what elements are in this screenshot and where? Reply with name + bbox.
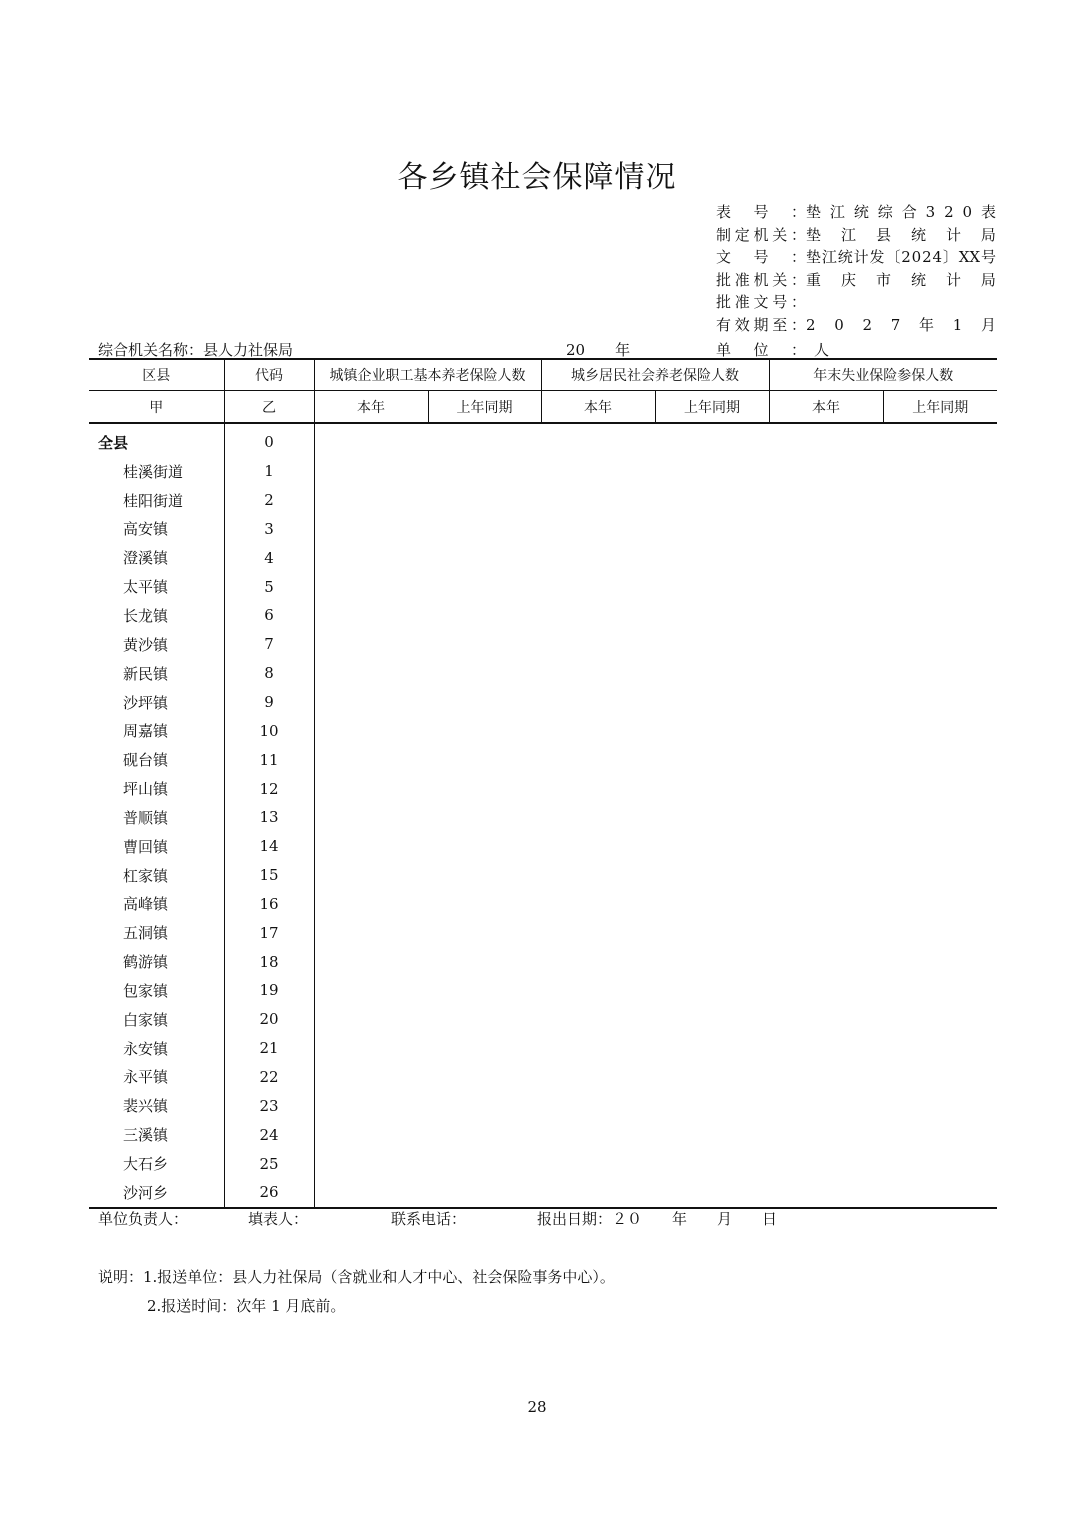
subheader-district: 甲: [89, 391, 224, 424]
data-cell[interactable]: [769, 745, 883, 774]
data-cell[interactable]: [769, 601, 883, 630]
data-cell[interactable]: [883, 832, 997, 861]
data-cell[interactable]: [541, 1005, 655, 1034]
data-cell[interactable]: [314, 976, 428, 1005]
district-name: 全县: [98, 433, 129, 452]
district-code: 22: [224, 1063, 314, 1092]
data-cell[interactable]: [314, 457, 428, 486]
meta-row: [716, 314, 996, 337]
data-cell[interactable]: [541, 716, 655, 745]
data-cell[interactable]: [314, 1178, 428, 1208]
data-cell[interactable]: [655, 423, 769, 457]
data-cell[interactable]: [314, 745, 428, 774]
data-cell[interactable]: [655, 890, 769, 919]
header-urban-pension: 城镇企业职工基本养老保险人数: [314, 359, 541, 391]
data-cell[interactable]: [541, 832, 655, 861]
data-cell[interactable]: [314, 832, 428, 861]
data-cell[interactable]: [655, 1178, 769, 1208]
district-code: 9: [224, 688, 314, 717]
header-resident-pension: 城乡居民社会养老保险人数: [541, 359, 769, 391]
data-cell[interactable]: [883, 1120, 997, 1149]
data-cell[interactable]: [541, 976, 655, 1005]
meta-key: 有 效 期 至 ：: [716, 315, 806, 334]
data-cell[interactable]: [541, 457, 655, 486]
data-cell[interactable]: [883, 1063, 997, 1092]
district-code: 19: [224, 976, 314, 1005]
data-cell[interactable]: [428, 515, 541, 544]
district-name: 砚台镇: [123, 751, 169, 770]
data-cell[interactable]: [655, 1091, 769, 1120]
data-cell[interactable]: [769, 890, 883, 919]
table-row: [89, 1063, 997, 1092]
data-cell[interactable]: [883, 1178, 997, 1208]
subheader-current-year: 本年: [541, 391, 655, 424]
district-code: 2: [224, 486, 314, 515]
data-cell[interactable]: [769, 659, 883, 688]
table-row: [89, 716, 997, 745]
data-cell[interactable]: [655, 543, 769, 572]
district-name: 高安镇: [123, 520, 169, 539]
data-cell[interactable]: [769, 832, 883, 861]
data-cell[interactable]: [541, 515, 655, 544]
data-cell[interactable]: [314, 861, 428, 890]
district-code: 4: [224, 543, 314, 572]
data-cell[interactable]: [314, 1149, 428, 1178]
data-cell[interactable]: [541, 774, 655, 803]
data-cell[interactable]: [428, 688, 541, 717]
note-line-1: 说明：1.报送单位：县人力社保局（含就业和人才中心、社会保险事务中心）。: [98, 1268, 615, 1286]
data-cell[interactable]: [655, 659, 769, 688]
district-code: 16: [224, 890, 314, 919]
data-cell[interactable]: [883, 659, 997, 688]
data-cell[interactable]: [428, 1063, 541, 1092]
data-cell[interactable]: [655, 1149, 769, 1178]
data-cell[interactable]: [655, 1120, 769, 1149]
header-code: 代码: [224, 359, 314, 391]
data-cell[interactable]: [428, 486, 541, 515]
data-cell[interactable]: [541, 659, 655, 688]
district-name: 沙坪镇: [123, 693, 169, 712]
data-cell[interactable]: [314, 947, 428, 976]
district-code: 11: [224, 745, 314, 774]
data-cell[interactable]: [541, 1178, 655, 1208]
table-row: [89, 457, 997, 486]
phone-label: 联系电话：: [391, 1210, 467, 1228]
table-row: [89, 1005, 997, 1034]
data-cell[interactable]: [314, 1063, 428, 1092]
data-cell[interactable]: [428, 1005, 541, 1034]
data-cell[interactable]: [428, 774, 541, 803]
table-row: [89, 745, 997, 774]
data-cell[interactable]: [883, 947, 997, 976]
data-cell[interactable]: [769, 630, 883, 659]
data-cell[interactable]: [769, 774, 883, 803]
data-cell[interactable]: [314, 601, 428, 630]
data-cell[interactable]: [655, 486, 769, 515]
form-meta-block: [716, 201, 996, 336]
data-cell[interactable]: [314, 423, 428, 457]
data-cell[interactable]: [883, 572, 997, 601]
data-cell[interactable]: [428, 1178, 541, 1208]
data-cell[interactable]: [541, 1149, 655, 1178]
district-code: 8: [224, 659, 314, 688]
data-cell[interactable]: [314, 918, 428, 947]
data-cell[interactable]: [541, 803, 655, 832]
data-cell[interactable]: [769, 1178, 883, 1208]
meta-value: 重 庆 市 统 计 局: [806, 270, 996, 289]
district-code: 10: [224, 716, 314, 745]
data-cell[interactable]: [655, 832, 769, 861]
data-cell[interactable]: [314, 803, 428, 832]
data-cell[interactable]: [314, 659, 428, 688]
table-row: [89, 803, 997, 832]
data-cell[interactable]: [314, 515, 428, 544]
report-date-label: 报出日期：２０ 年 月 日: [537, 1210, 778, 1228]
district-code: 6: [224, 601, 314, 630]
data-cell[interactable]: [428, 457, 541, 486]
data-cell[interactable]: [883, 457, 997, 486]
data-cell[interactable]: [314, 1091, 428, 1120]
data-cell[interactable]: [883, 861, 997, 890]
data-cell[interactable]: [541, 688, 655, 717]
data-cell[interactable]: [655, 572, 769, 601]
data-cell[interactable]: [883, 890, 997, 919]
table-row: [89, 486, 997, 515]
data-cell[interactable]: [314, 543, 428, 572]
table-row: [89, 890, 997, 919]
data-cell[interactable]: [883, 486, 997, 515]
data-cell[interactable]: [769, 1005, 883, 1034]
data-cell[interactable]: [428, 976, 541, 1005]
data-cell[interactable]: [428, 601, 541, 630]
meta-row: [716, 291, 996, 314]
head-label: 单位负责人：: [98, 1210, 189, 1228]
meta-key: 制 定 机 关 ：: [716, 225, 806, 244]
data-cell[interactable]: [655, 861, 769, 890]
table-row: [89, 832, 997, 861]
unit-label: [716, 339, 829, 360]
data-cell[interactable]: [428, 1120, 541, 1149]
district-code: 20: [224, 1005, 314, 1034]
data-cell[interactable]: [769, 1034, 883, 1063]
table-row: [89, 630, 997, 659]
district-name: 沙河乡: [89, 1178, 224, 1208]
data-cell[interactable]: [655, 774, 769, 803]
table-row: [89, 918, 997, 947]
header-district: 区县: [89, 359, 224, 391]
unit-value: 人: [814, 341, 830, 359]
data-cell[interactable]: [655, 601, 769, 630]
table-row: [89, 543, 997, 572]
data-cell[interactable]: [769, 1149, 883, 1178]
data-cell[interactable]: [314, 572, 428, 601]
table-body: [89, 423, 997, 1208]
table-row: [89, 601, 997, 630]
data-cell[interactable]: [883, 543, 997, 572]
subheader-prev-year: 上年同期: [655, 391, 769, 424]
filler-label: 填表人：: [248, 1210, 309, 1228]
data-cell[interactable]: [769, 423, 883, 457]
district-code: 13: [224, 803, 314, 832]
data-cell[interactable]: [883, 1091, 997, 1120]
data-cell[interactable]: [428, 572, 541, 601]
district-name: 永安镇: [123, 1039, 169, 1058]
data-cell[interactable]: [314, 890, 428, 919]
data-cell[interactable]: [883, 601, 997, 630]
report-year: 20 年: [566, 341, 631, 359]
data-cell[interactable]: [428, 1149, 541, 1178]
data-cell[interactable]: [655, 515, 769, 544]
data-cell[interactable]: [541, 486, 655, 515]
data-cell[interactable]: [428, 918, 541, 947]
district-name: 包家镇: [123, 981, 169, 1000]
district-code: 21: [224, 1034, 314, 1063]
table-row: [89, 572, 997, 601]
meta-value: 2 0 2 7 年 1 月: [806, 315, 996, 334]
data-cell[interactable]: [314, 1034, 428, 1063]
data-cell[interactable]: [769, 515, 883, 544]
district-name: 曹回镇: [123, 837, 169, 856]
district-name: 永平镇: [123, 1068, 169, 1087]
meta-row: [716, 201, 996, 224]
district-code: 17: [224, 918, 314, 947]
district-name: 长龙镇: [123, 606, 169, 625]
data-cell[interactable]: [883, 716, 997, 745]
district-code: 18: [224, 947, 314, 976]
data-cell[interactable]: [314, 774, 428, 803]
subheader-current-year: 本年: [769, 391, 883, 424]
unit-key: 单 位 ：: [716, 341, 806, 359]
data-cell[interactable]: [541, 1120, 655, 1149]
data-cell[interactable]: [655, 457, 769, 486]
district-name: 五洞镇: [123, 924, 169, 943]
table-row: [89, 515, 997, 544]
data-cell[interactable]: [655, 1005, 769, 1034]
meta-row: [716, 224, 996, 247]
district-name: 太平镇: [123, 578, 169, 597]
data-cell[interactable]: [655, 976, 769, 1005]
data-cell[interactable]: [428, 630, 541, 659]
district-name: 三溪镇: [123, 1126, 169, 1145]
data-cell[interactable]: [541, 947, 655, 976]
data-cell[interactable]: [883, 688, 997, 717]
data-cell[interactable]: [314, 1005, 428, 1034]
subheader-prev-year: 上年同期: [428, 391, 541, 424]
district-code: 3: [224, 515, 314, 544]
district-name: 白家镇: [123, 1010, 169, 1029]
data-cell[interactable]: [541, 572, 655, 601]
data-cell[interactable]: [428, 716, 541, 745]
data-cell[interactable]: [883, 1005, 997, 1034]
data-cell[interactable]: [428, 1091, 541, 1120]
data-cell[interactable]: [883, 918, 997, 947]
district-code: 12: [224, 774, 314, 803]
data-cell[interactable]: [769, 947, 883, 976]
social-security-table: [89, 358, 997, 1209]
data-cell[interactable]: [769, 457, 883, 486]
district-code: 26: [224, 1178, 314, 1208]
district-code: 1: [224, 457, 314, 486]
district-code: 0: [224, 423, 314, 457]
data-cell[interactable]: [883, 515, 997, 544]
data-cell[interactable]: [883, 630, 997, 659]
data-cell[interactable]: [769, 1063, 883, 1092]
data-cell[interactable]: [428, 803, 541, 832]
district-name: 黄沙镇: [123, 635, 169, 654]
meta-value: 垫 江 统 计 发 〔 2 0 2 4 〕 XX 号: [806, 248, 996, 266]
header-unemployment: 年末失业保险参保人数: [769, 359, 997, 391]
table-row: [89, 423, 997, 457]
meta-value: 垫 江 县 统 计 局: [806, 225, 996, 244]
data-cell[interactable]: [655, 630, 769, 659]
data-cell[interactable]: [655, 918, 769, 947]
data-cell[interactable]: [655, 688, 769, 717]
data-cell[interactable]: [655, 1034, 769, 1063]
data-cell[interactable]: [769, 688, 883, 717]
data-cell[interactable]: [655, 745, 769, 774]
data-cell[interactable]: [541, 918, 655, 947]
district-code: 14: [224, 832, 314, 861]
district-name: 周嘉镇: [123, 722, 169, 741]
data-cell[interactable]: [769, 976, 883, 1005]
data-cell[interactable]: [428, 1034, 541, 1063]
district-name: 高峰镇: [123, 895, 169, 914]
data-cell[interactable]: [655, 947, 769, 976]
data-cell[interactable]: [769, 716, 883, 745]
data-cell[interactable]: [428, 423, 541, 457]
data-cell[interactable]: [769, 1120, 883, 1149]
subheader-code: 乙: [224, 391, 314, 424]
district-name: 新民镇: [123, 664, 169, 683]
data-cell[interactable]: [428, 890, 541, 919]
table-row: [89, 659, 997, 688]
subheader-prev-year: 上年同期: [883, 391, 997, 424]
district-name: 大石乡: [123, 1155, 169, 1174]
data-cell[interactable]: [769, 543, 883, 572]
data-cell[interactable]: [314, 688, 428, 717]
data-cell[interactable]: [428, 832, 541, 861]
meta-key: 表 号 ：: [716, 203, 806, 221]
data-cell[interactable]: [769, 803, 883, 832]
district-name: 坪山镇: [123, 780, 169, 799]
data-cell[interactable]: [769, 861, 883, 890]
data-cell[interactable]: [883, 803, 997, 832]
data-cell[interactable]: [541, 423, 655, 457]
data-cell[interactable]: [655, 1063, 769, 1092]
district-name: 鹤游镇: [123, 953, 169, 972]
subheader-current-year: 本年: [314, 391, 428, 424]
data-cell[interactable]: [769, 918, 883, 947]
data-cell[interactable]: [541, 861, 655, 890]
table-row: [89, 1178, 997, 1208]
meta-key: 批 准 机 关 ：: [716, 270, 806, 289]
table-row: [89, 947, 997, 976]
data-cell[interactable]: [883, 976, 997, 1005]
data-cell[interactable]: [883, 1149, 997, 1178]
data-cell[interactable]: [314, 486, 428, 515]
data-cell[interactable]: [541, 630, 655, 659]
table-row: [89, 976, 997, 1005]
table-row: [89, 774, 997, 803]
district-name: 澄溪镇: [123, 549, 169, 568]
table-row: [89, 1120, 997, 1149]
table-row: [89, 688, 997, 717]
table-row: [89, 1034, 997, 1063]
data-cell[interactable]: [883, 423, 997, 457]
meta-row: [716, 246, 996, 269]
district-code: 25: [224, 1149, 314, 1178]
data-cell[interactable]: [428, 947, 541, 976]
data-cell[interactable]: [428, 543, 541, 572]
data-cell[interactable]: [769, 1091, 883, 1120]
meta-value: 垫 江 统 综 合 3 2 0 表: [806, 203, 996, 221]
data-cell[interactable]: [428, 659, 541, 688]
data-cell[interactable]: [428, 745, 541, 774]
data-cell[interactable]: [541, 890, 655, 919]
data-cell[interactable]: [314, 1120, 428, 1149]
district-code: 24: [224, 1120, 314, 1149]
data-cell[interactable]: [769, 486, 883, 515]
data-cell[interactable]: [541, 543, 655, 572]
district-name: 桂阳街道: [123, 491, 184, 510]
table-row: [89, 861, 997, 890]
district-code: 5: [224, 572, 314, 601]
meta-key: 批 准 文 号 ：: [716, 293, 806, 311]
district-code: 15: [224, 861, 314, 890]
data-cell[interactable]: [655, 803, 769, 832]
org-name: 综合机关名称：县人力社保局: [98, 341, 294, 359]
data-cell[interactable]: [769, 572, 883, 601]
table-row: [89, 1149, 997, 1178]
data-cell[interactable]: [883, 1034, 997, 1063]
page-title: 各乡镇社会保障情况: [397, 160, 677, 195]
data-cell[interactable]: [541, 1091, 655, 1120]
meta-key: 文 号 ：: [716, 248, 806, 266]
district-name: 裴兴镇: [123, 1097, 169, 1116]
data-cell[interactable]: [541, 1063, 655, 1092]
data-cell[interactable]: [541, 601, 655, 630]
data-cell[interactable]: [428, 861, 541, 890]
district-name: 桂溪街道: [123, 462, 184, 481]
data-cell[interactable]: [314, 716, 428, 745]
meta-value: [806, 291, 996, 314]
data-cell[interactable]: [883, 745, 997, 774]
district-name: 普顺镇: [123, 808, 169, 827]
page-number: 28: [527, 1398, 547, 1416]
data-cell[interactable]: [655, 716, 769, 745]
table-row: [89, 1091, 997, 1120]
meta-row: [716, 269, 996, 292]
district-code: 23: [224, 1091, 314, 1120]
data-cell[interactable]: [314, 630, 428, 659]
data-cell[interactable]: [541, 1034, 655, 1063]
note-line-2: 2.报送时间：次年 1 月底前。: [147, 1297, 346, 1315]
data-cell[interactable]: [883, 774, 997, 803]
data-cell[interactable]: [541, 745, 655, 774]
district-name: 杠家镇: [123, 866, 169, 885]
district-code: 7: [224, 630, 314, 659]
